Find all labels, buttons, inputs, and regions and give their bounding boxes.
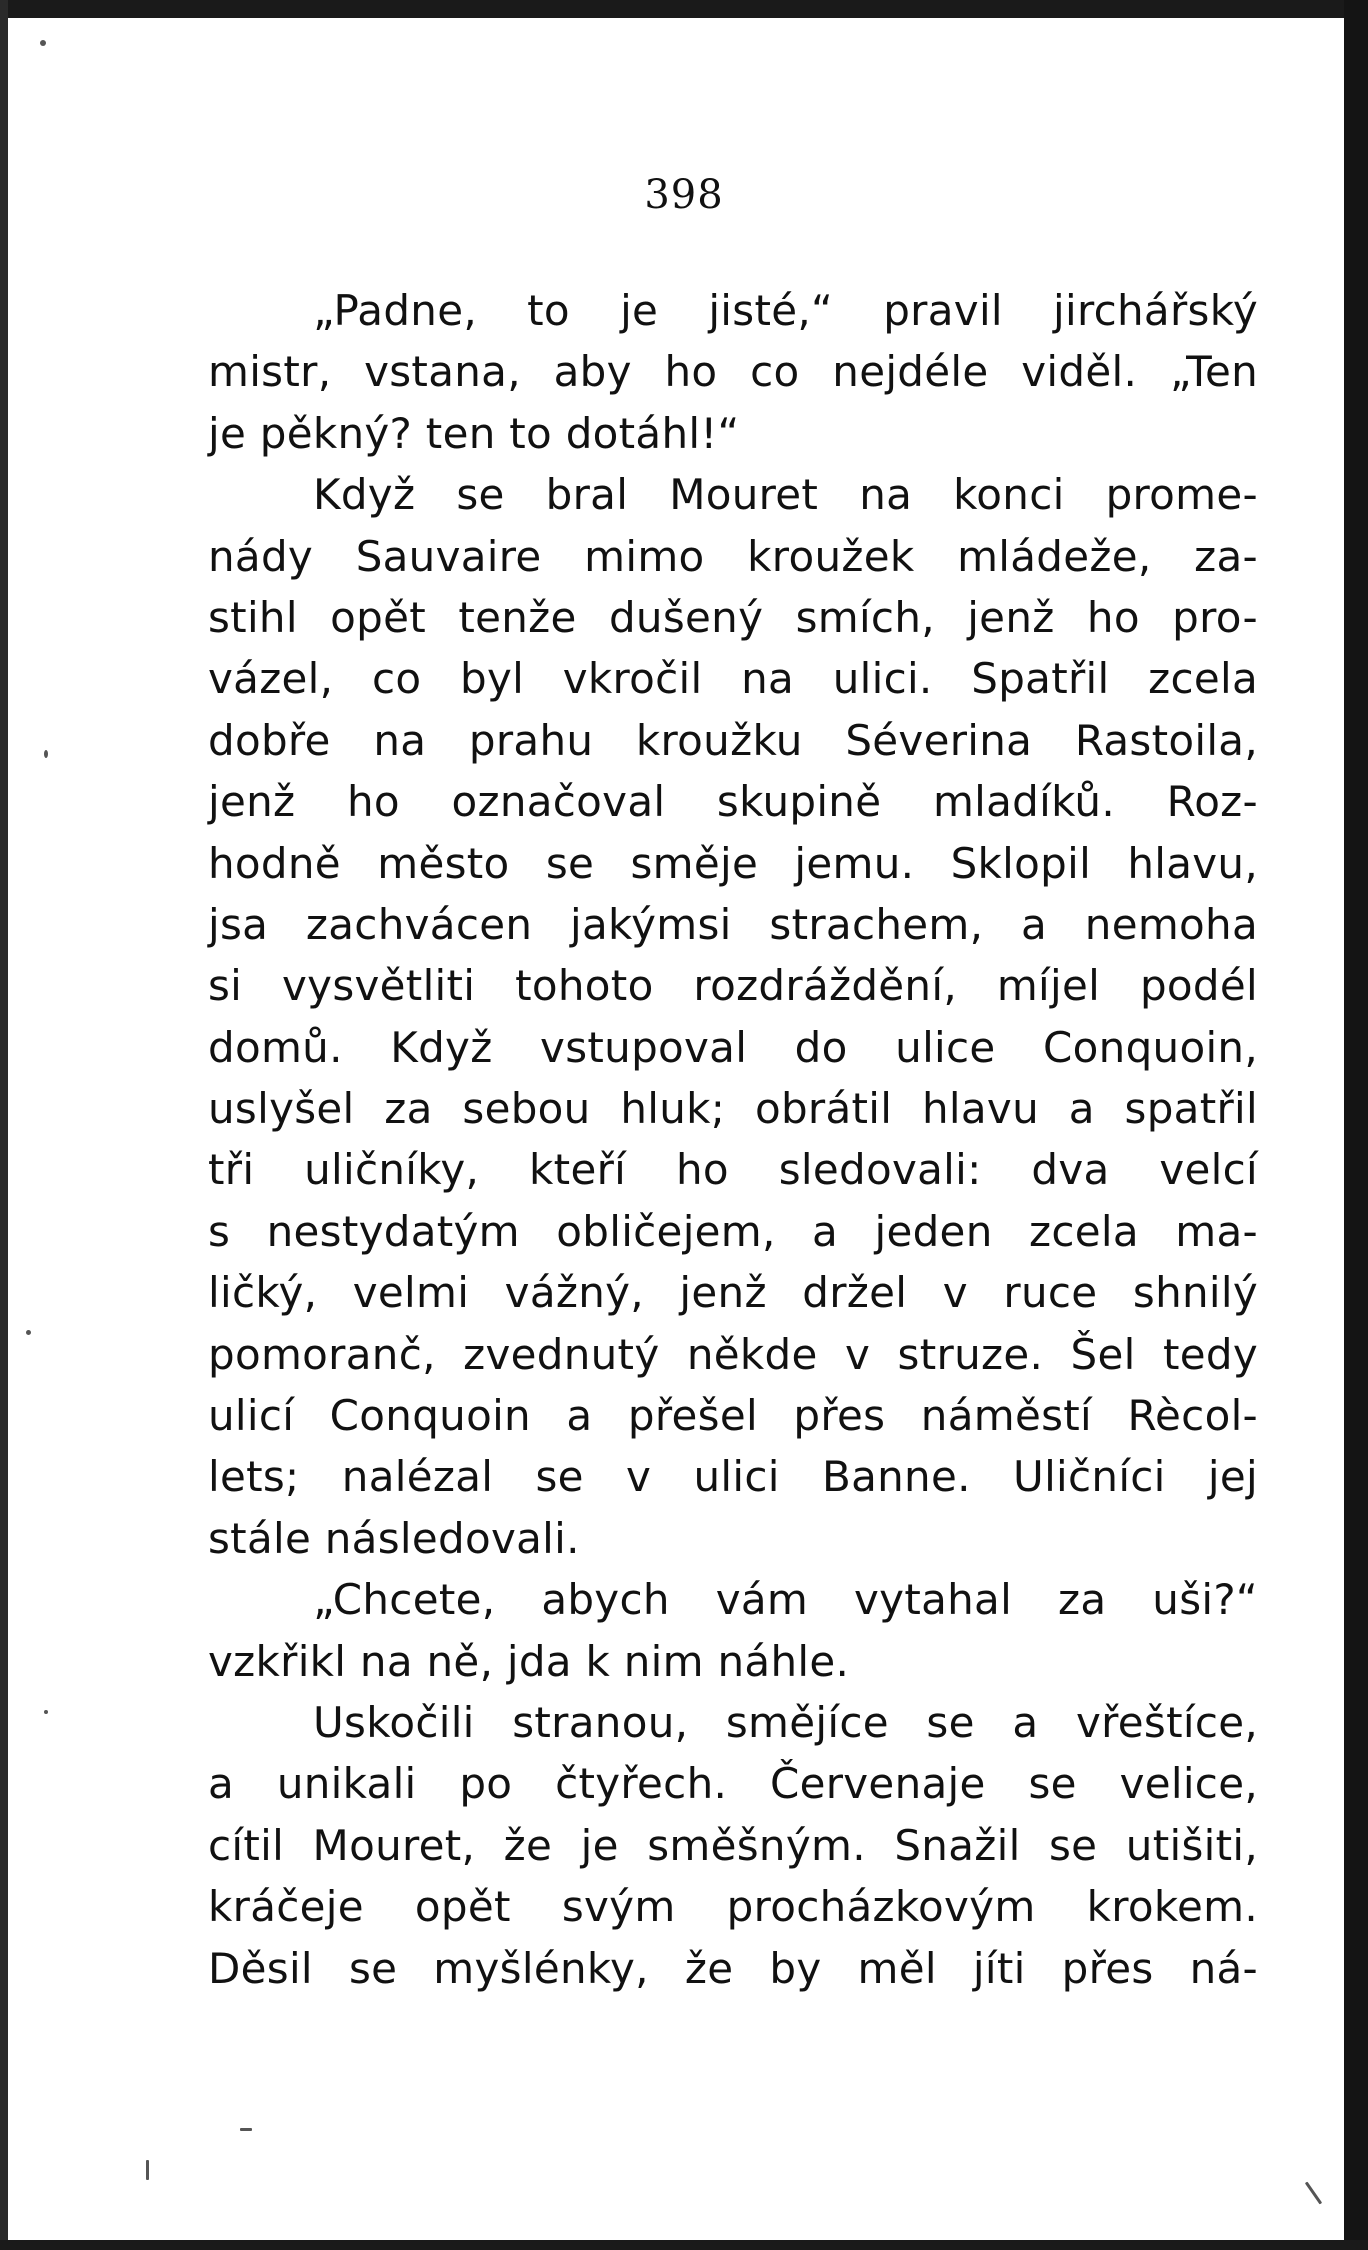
- scan-speck: [26, 1330, 31, 1335]
- text-line: „Padne, to je jisté,“ pravil jirchářský: [313, 286, 1258, 335]
- text-line: a unikali po čtyřech. Červenaje se velice,: [208, 1759, 1258, 1809]
- text-line: domů. Když vstupoval do ulice Conquoin,: [208, 1022, 1258, 1072]
- text-line: stále následovali.: [208, 1513, 580, 1563]
- text-line: vzkřikl na ně, jda k nim náhle.: [208, 1636, 850, 1686]
- scan-speck: [40, 40, 46, 46]
- text-line: s nestydatým obličejem, a jeden zcela ma-: [208, 1206, 1258, 1256]
- text-line: kráčeje opět svým procházkovým krokem.: [208, 1882, 1258, 1932]
- text-line: Děsil se myšlénky, že by měl jíti přes ná-: [208, 1943, 1258, 1993]
- text-line: dobře na prahu kroužku Séverina Rastoila,: [208, 715, 1258, 765]
- text-line: stihl opět tenže dušený smích, jenž ho pro-: [208, 592, 1258, 642]
- text-line: mistr, vstana, aby ho co nejdéle viděl. „Ten: [208, 347, 1258, 397]
- text-line: jenž ho označoval skupině mladíků. Roz-: [208, 777, 1258, 827]
- scan-speck: [240, 2128, 252, 2131]
- text-line: uslyšel za sebou hluk; obrátil hlavu a spatřil: [208, 1084, 1258, 1134]
- text-line: Když se bral Mouret na konci prome-: [313, 470, 1258, 520]
- text-line: tři uličníky, kteří ho sledovali: dva velcí: [208, 1145, 1258, 1195]
- scan-edge-right: [1344, 0, 1368, 2250]
- text-line: ulicí Conquoin a přešel přes náměstí Rècol-: [208, 1391, 1258, 1441]
- scan-speck: [1305, 2181, 1322, 2204]
- scan-edge-top: [0, 0, 1368, 18]
- scan-speck: [146, 2160, 149, 2180]
- body-text: [208, 280, 1258, 1999]
- scan-edge-left: [0, 0, 8, 2250]
- text-line: je pěkný? ten to dotáhl!“: [208, 408, 740, 458]
- text-line: jsa zachvácen jakýmsi strachem, a nemoha: [208, 899, 1258, 949]
- text-line: „Chcete, abych vám vytahal za uši?“: [313, 1575, 1258, 1625]
- text-line: cítil Mouret, že je směšným. Snažil se utišiti,: [208, 1820, 1258, 1870]
- page-number: 398: [644, 172, 724, 218]
- scan-speck: [44, 1710, 48, 1714]
- text-line: si vysvětliti tohoto rozdráždění, míjel podél: [208, 961, 1258, 1011]
- text-line: hodně město se směje jemu. Sklopil hlavu,: [208, 838, 1258, 888]
- scan-edge-bottom: [0, 2240, 1368, 2250]
- text-line: pomoranč, zvednutý někde v struze. Šel tedy: [208, 1329, 1258, 1379]
- text-line: ličký, velmi vážný, jenž držel v ruce shnilý: [208, 1268, 1258, 1318]
- text-line: lets; nalézal se v ulici Banne. Uličníci jej: [208, 1452, 1258, 1502]
- scan-speck: [44, 750, 48, 758]
- text-line: vázel, co byl vkročil na ulici. Spatřil zcela: [208, 654, 1258, 704]
- text-line: nády Sauvaire mimo kroužek mládeže, za-: [208, 531, 1258, 581]
- text-line: Uskočili stranou, smějíce se a vřeštíce,: [313, 1697, 1258, 1747]
